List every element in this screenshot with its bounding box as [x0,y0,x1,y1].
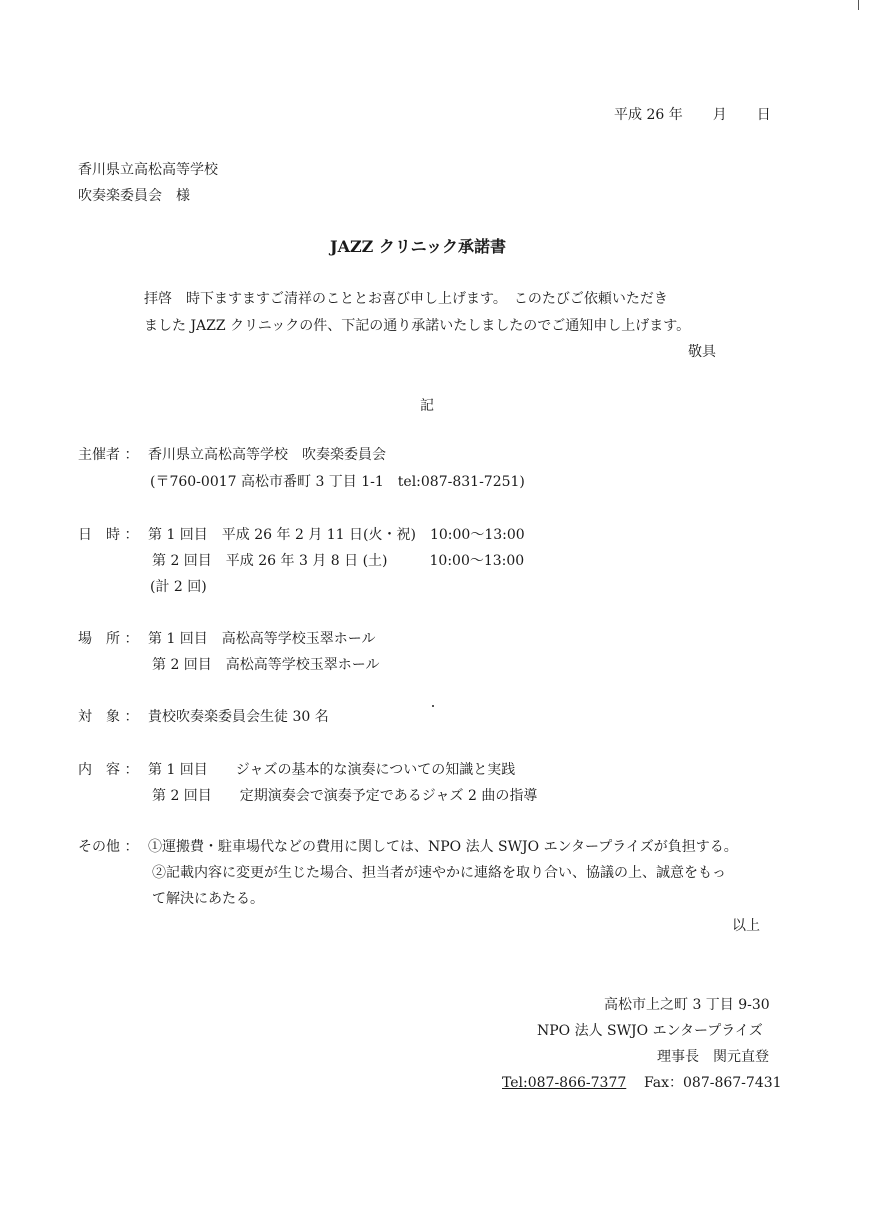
organizer-label: 主催者 ： [78,447,139,463]
sender-tel: Tel:087-866-7377 [502,1075,627,1091]
datetime-label: 日 時 ： [78,527,139,543]
sender-representative: 理事長 関元直登 [657,1049,769,1065]
datetime-total: (計 2 回) [150,579,207,595]
sender-organization: NPO 法人 SWJO エンタープライズ [537,1023,763,1039]
sender-address: 高松市上之町 3 丁目 9-30 [604,997,770,1013]
place-session-1: 第 1 回目 高松高等学校玉翠ホール [148,631,376,647]
date-day-label: 日 [756,107,771,123]
sender-fax: Fax：087-867-7431 [644,1075,782,1091]
other-line-3: て解決にあたる。 [152,891,264,907]
other-line-2: ②記載内容に変更が生じた場合、担当者が速やかに連絡を取り合い、協議の上、誠意をもっ [152,865,726,881]
place-label: 場 所 ： [78,631,139,647]
date-era-year: 平成 26 年 [614,107,683,123]
ki-heading: 記 [420,398,434,414]
recipient-committee: 吹奏楽委員会 様 [78,188,190,204]
target-value: 貴校吹奏楽委員会生徒 30 名 [148,709,329,725]
intro-closing: 敬具 [688,344,716,360]
content-label: 内 容 ： [78,762,139,778]
other-label: その他 ： [78,839,139,855]
recipient-school: 香川県立高松高等学校 [78,162,218,178]
place-session-2: 第 2 回目 高松高等学校玉翠ホール [152,657,380,673]
datetime-session-2: 第 2 回目 平成 26 年 3 月 8 日 (土) 10:00〜13:00 [152,553,525,569]
document-title: JAZZ クリニック承諾書 [330,237,506,256]
other-line-1: ①運搬費・駐車場代などの費用に関しては、NPO 法人 SWJO エンタープライズが負担する。 [148,839,738,855]
scan-speck [432,705,434,707]
content-session-1: 第 1 回目 ジャズの基本的な演奏についての知識と実践 [148,762,516,778]
organizer-name: 香川県立高松高等学校 吹奏楽委員会 [148,447,386,463]
target-label: 対 象 ： [78,709,139,725]
intro-line-1: 拝啓 時下ますますご清祥のこととお喜び申し上げます。 このたびご依頼いただき [144,291,668,307]
scan-mark [858,0,859,10]
intro-line-2: ました JAZZ クリニックの件、下記の通り承諾いたしましたのでご通知申し上げます。 [144,318,691,334]
date-line [614,105,771,125]
organizer-address: (〒760-0017 高松市番町 3 丁目 1-1 tel:087-831-7251) [150,474,525,490]
content-session-2: 第 2 回目 定期演奏会で演奏予定であるジャズ 2 曲の指導 [152,788,538,804]
datetime-session-1: 第 1 回目 平成 26 年 2 月 11 日(火・祝) 10:00〜13:00 [148,527,525,543]
ijou-closing: 以上 [732,918,760,934]
date-month-label: 月 [712,107,727,123]
